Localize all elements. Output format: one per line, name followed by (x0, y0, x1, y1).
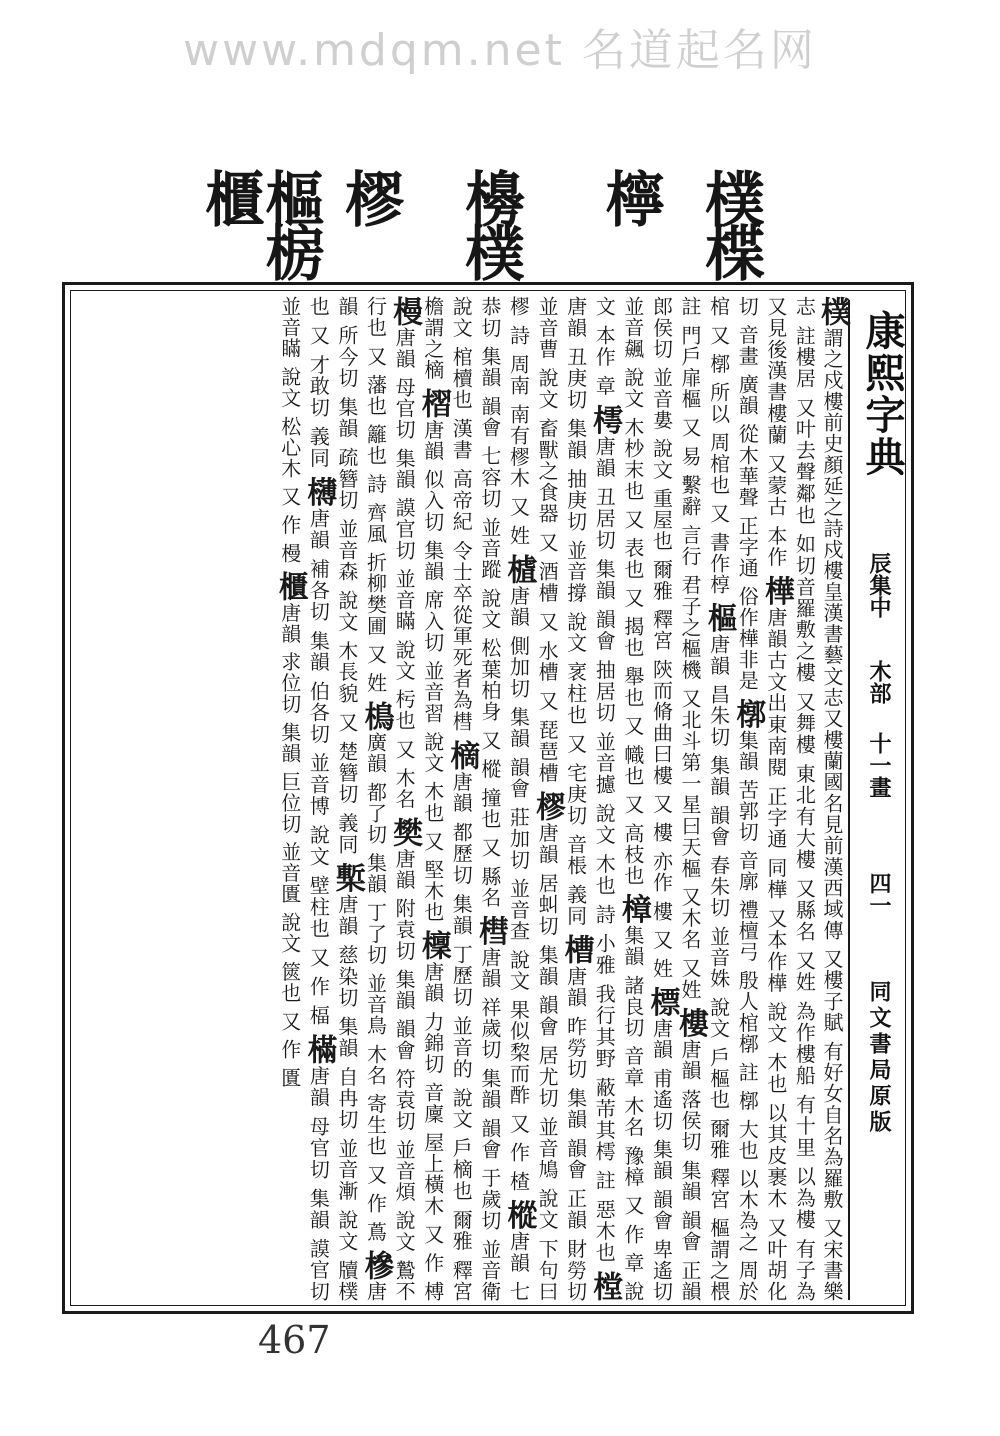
entry-headword: 樝 (501, 553, 537, 586)
entry-headword: 樞 (701, 602, 737, 634)
entry-headword: 樅 (501, 1199, 537, 1231)
entry-headword: 樺 (758, 575, 794, 608)
entry-definition: 廣韻 都了切 集韻 丁了切 並音鳥 木名 寄生也 又 作 蔦 (363, 732, 388, 1250)
entry-definition: 唐韻 丑居切 集韻 韻會 抽居切 並音攄 說文 木也 詩 小雅 我行其野 蔽芾其樗 註 惡木也 (592, 436, 617, 1271)
entry-headword: 欂 (301, 476, 337, 508)
entry-definition: 唐韻 力錦切 音廩 屋上橫木 又 作 榑 (420, 961, 445, 1303)
entry-definition: 唐韻 慈染切 集韻 自冉切 並音漸 說文 牘樸也 又 才敢切 義同 (306, 296, 359, 1302)
entry-headword: 槢 (415, 388, 451, 420)
radical-label: 木部 (866, 660, 892, 704)
seal-character: 櫋樸 (455, 168, 525, 276)
section-label: 辰集中 (866, 552, 892, 618)
entry-definition: 唐韻 祥歲切 集韻 韻會 于歲切 並音衛 說文 棺櫝也 漢書 高帝紀 令士卒從軍死者為槥 (449, 296, 502, 1303)
seal-script-row (190, 168, 790, 278)
entry-headword: 槮 (358, 1249, 394, 1281)
entry-headword: 槧 (329, 862, 365, 895)
running-header (848, 300, 908, 1300)
entry-definition: 唐韻 都歷切 集韻 丁歷切 並音的 說文 戶樀也 爾雅 釋宮 檐謂之樀 (420, 296, 474, 1303)
entry-headword: 樟 (615, 893, 651, 925)
entry-definition: 唐韻 母官切 集韻 謨官切 並音瞞 說文 松心木 又 作 槾 (277, 296, 331, 1303)
entry-headword: 樗 (587, 404, 623, 437)
entry-definition: 謂之戍樓前史顏延之詩戍樓皇漢書藝文志又樓蘭國名見前漢西域傳 又樓子賦 有好女自名為羅敷 又宋書樂志 註樓居 又叶去聲鄰也 如切音羅敷之樓 又舞樓 東北有大樓 又縣名 又姓 為作樓船 有十里 以為樓 有子為 又見後漢書樓蘭 又蒙古 本作 (763, 296, 844, 1303)
entry-definition: 唐韻 側加切 集韻 韻會 莊加切 並音查 說文 果似棃而酢 又 作 楂 (506, 585, 531, 1200)
seal-character: 檸 (595, 168, 665, 222)
entry-headword: 檁 (415, 930, 451, 962)
entry-headword: 標 (644, 986, 680, 1018)
seal-character: 樞椖 櫃 (195, 168, 325, 276)
entry-definition: 唐韻 母官切 集韻 謨官切 並音瞞 說文 杇也 又 木名 (392, 327, 417, 818)
entry-headword: 槾 (387, 296, 423, 328)
seal-character: 樸楪 (695, 168, 765, 276)
entry-definition: 唐韻 丑庚切 集韻 抽庚切 並音撐 說文 衺柱也 又 宅庚切 音棖 義同 (563, 296, 588, 935)
book-title: 康熙字典 (859, 310, 906, 478)
entry-headword: 樓 (673, 1007, 709, 1039)
entry-definition: 唐韻 昨勞切 集韻 韻會 正韻 財勞切 並音曹 說文 畜獸之食器 又 酒槽 又 水槽 又 琵琶槽 (535, 296, 588, 1302)
entry-definition: 唐韻 居虯切 集韻 韻會 居尤切 並音鳩 說文 下句曰樛 詩 周南 南有樛木 又 姓 (506, 296, 560, 1303)
entry-definition: 唐韻 七恭切 集韻 韻會 七容切 並音蹤 說文 松葉柏身 又 樅 撞也 又 縣名 (477, 296, 531, 1303)
entry-headword: 樢 (358, 700, 394, 732)
entry-headword: 槥 (472, 915, 508, 947)
watermark: www.mdqm.net 名道起名网 (183, 25, 817, 76)
entry-headword: 槨 (730, 698, 766, 730)
entry-definition: 唐韻古文出東南閱 正字通 同樺 又本作樺 說文 木也 以其皮裹木 又叶胡化切 音畫 廣韻 從木華聲 正字通 俗作樺非是 (735, 296, 788, 1302)
entry-headword: 樀 (444, 739, 480, 772)
entry-definition: 唐韻 似入切 集韻 席入切 並音習 說文 木也 又 堅木也 (420, 419, 445, 931)
dictionary-body (74, 296, 850, 1303)
entry-headword: 櫃 (272, 571, 308, 603)
entry-headword: 樠 (301, 1034, 337, 1066)
entry-definition: 唐韻 所今切 集韻 疏簪切 並音森 說文 木長貌 又 楚簪切 義同 (334, 296, 388, 1302)
entry-headword: 樊 (387, 817, 423, 849)
folio-number: 四一 (866, 872, 892, 916)
entry-headword: 樘 (587, 1271, 623, 1302)
stroke-count-label: 十一畫 (866, 732, 892, 798)
entry-definition: 唐韻 落侯切 集韻 韻會 正韻 郎侯切 並音婁 說文 重屋也 爾雅 釋宮 陝而脩曲曰樓 又 樓 亦作 樓 又 姓 (649, 296, 703, 1302)
entry-definition: 唐韻 求位切 集韻 巨位切 並音匱 說文 篋也 又 作 匱 (277, 602, 302, 1089)
entry-headword: 樸 (815, 296, 850, 328)
seal-character: 樛 (335, 168, 405, 222)
entry-definition: 唐韻 補各切 集韻 伯各切 並音博 說文 壁柱也 又 作 楅 (306, 507, 331, 1035)
entry-headword: 樛 (530, 791, 566, 823)
entry-definition: 唐韻 甫遙切 集韻 韻會 卑遙切 並音飆 說文 木杪末也 又 表也 又 揭也 舉也 又 幟也 又 高枝也 (620, 296, 674, 1303)
entry-definition: 集韻 諸良切 音章 木名 豫樟 又 作 章 說文 本作 章 (592, 296, 645, 1303)
entry-definition: 唐韻 昌朱切 集韻 韻會 春朱切 並音姝 說文 戶樞也 爾雅 釋宮 樞謂之椳 註 門戶扉樞 又 易 繫辭 言行 君子之樞機 又北斗第一星曰天樞 又木名 又姓 (678, 296, 731, 1303)
entry-definition: 集韻 苦郭切 音廓 禮檀弓 殷人棺槨 註 槨 大也 以木為之 周於棺 又 槨 所以 周棺也 又 書作椁 (706, 296, 760, 1303)
page-number: 467 (258, 1318, 331, 1362)
entry-definition: 唐韻 附袁切 集韻 韻會 符袁切 並音煩 說文 鷙不行也 又 藩也 籬也 詩 齊風 折柳樊圃 又 姓 (363, 296, 417, 1303)
publisher-label: 同文書局原版 (866, 980, 892, 1136)
entry-headword: 槽 (558, 934, 594, 966)
